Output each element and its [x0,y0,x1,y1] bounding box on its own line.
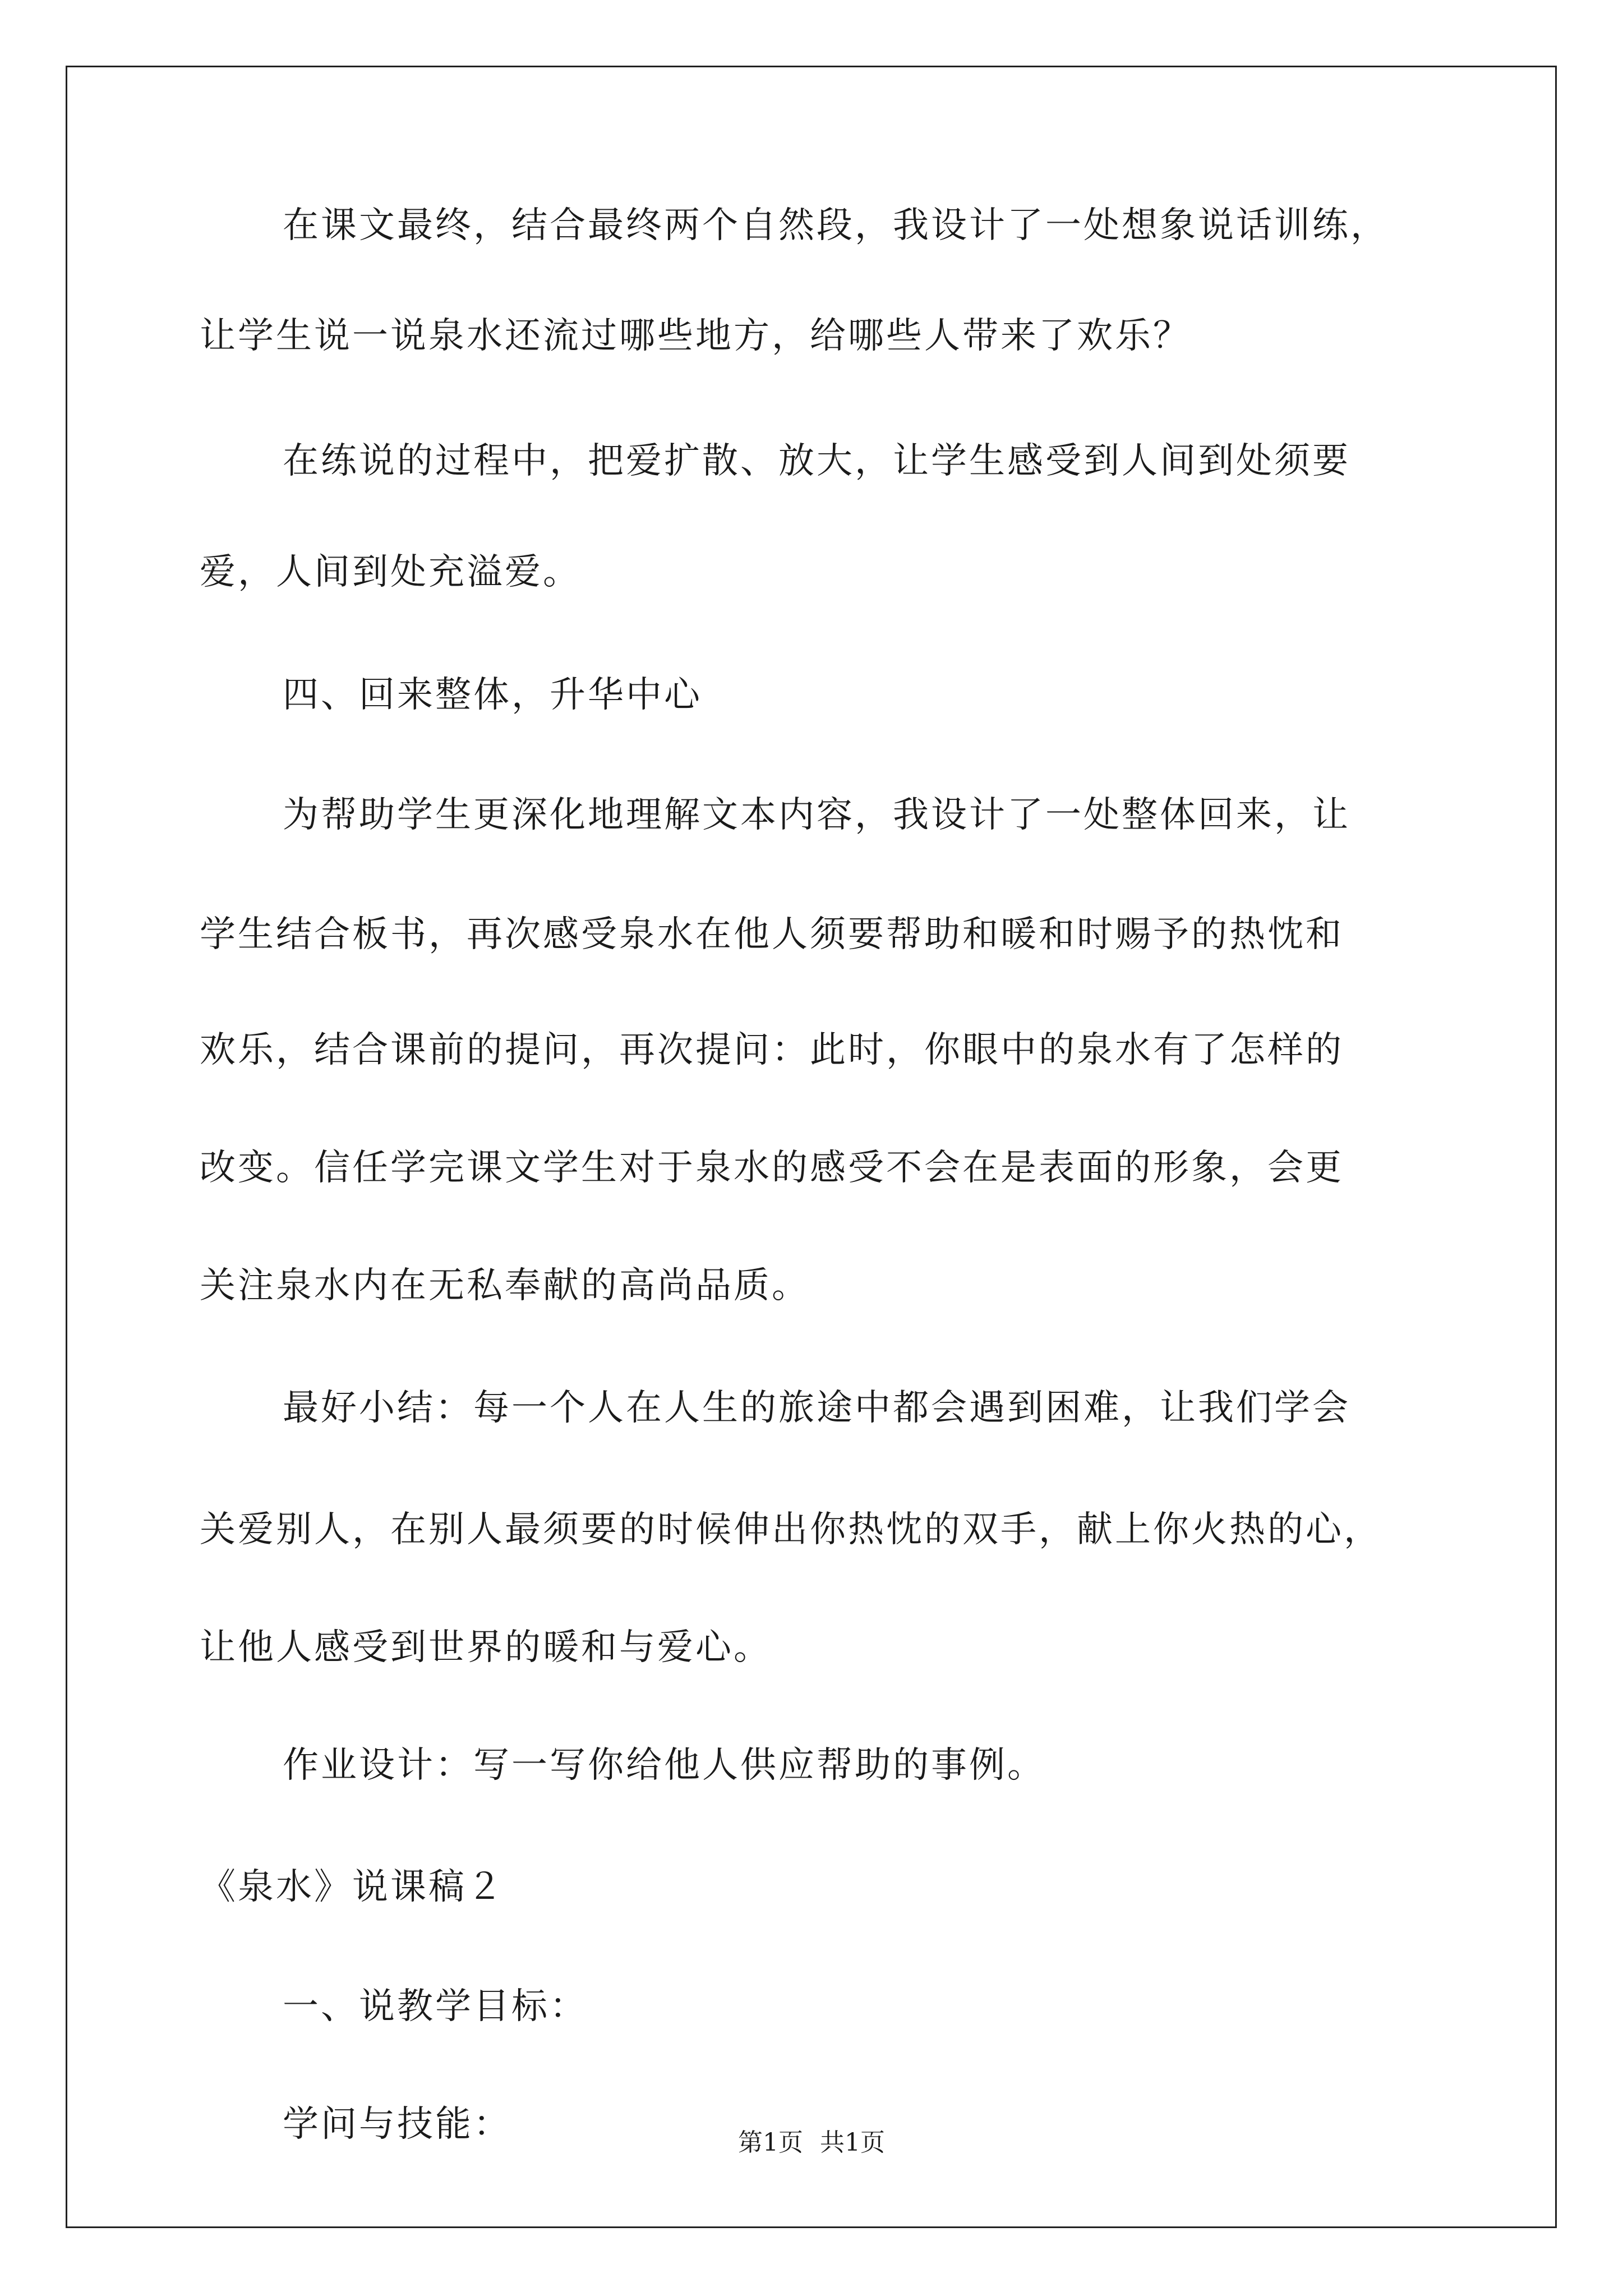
paragraph-line: 在练说的过程中，把爱扩散、放大，让学生感受到人间到处须要 [283,440,1350,482]
page-number: 第1页 [738,2128,803,2157]
paragraph-line: 让学生说一说泉水还流过哪些地方，给哪些人带来了欢乐？ [200,315,1191,357]
paragraph-line: 改变。信任学完课文学生对于泉水的感受不会在是表面的形象，会更 [200,1147,1344,1189]
paragraph-line: 关爱别人，在别人最须要的时候伸出你热忱的双手，献上你火热的心， [200,1509,1382,1550]
page-total: 共1页 [820,2128,885,2157]
section-heading: 四、回来整体，升华中心 [283,674,702,716]
paragraph-line: 爱，人间到处充溢爱。 [200,551,581,593]
paragraph-line: 在课文最终，结合最终两个自然段，我设计了一处想象说话训练， [283,205,1389,246]
paragraph-line: 让他人感受到世界的暖和与爱心。 [200,1627,772,1668]
subsection-heading: 学问与技能： [283,2104,511,2145]
paragraph-line: 欢乐，结合课前的提问，再次提问：此时，你眼中的泉水有了怎样的 [200,1029,1344,1071]
paragraph-line: 关注泉水内在无私奉献的高尚品质。 [200,1265,810,1306]
page-footer [0,2128,1623,2157]
document-title: 《泉水》说课稿２ [200,1866,505,1908]
paragraph-line: 学生结合板书，再次感受泉水在他人须要帮助和暖和时赐予的热忱和 [200,914,1344,955]
paragraph-line: 为帮助学生更深化地理解文本内容，我设计了一处整体回来，让 [283,794,1350,836]
paragraph-line: 作业设计：写一写你给他人供应帮助的事例。 [283,1745,1045,1786]
paragraph-line: 最好小结：每一个人在人生的旅途中都会遇到困难，让我们学会 [283,1387,1350,1429]
section-heading: 一、说教学目标： [283,1986,588,2027]
